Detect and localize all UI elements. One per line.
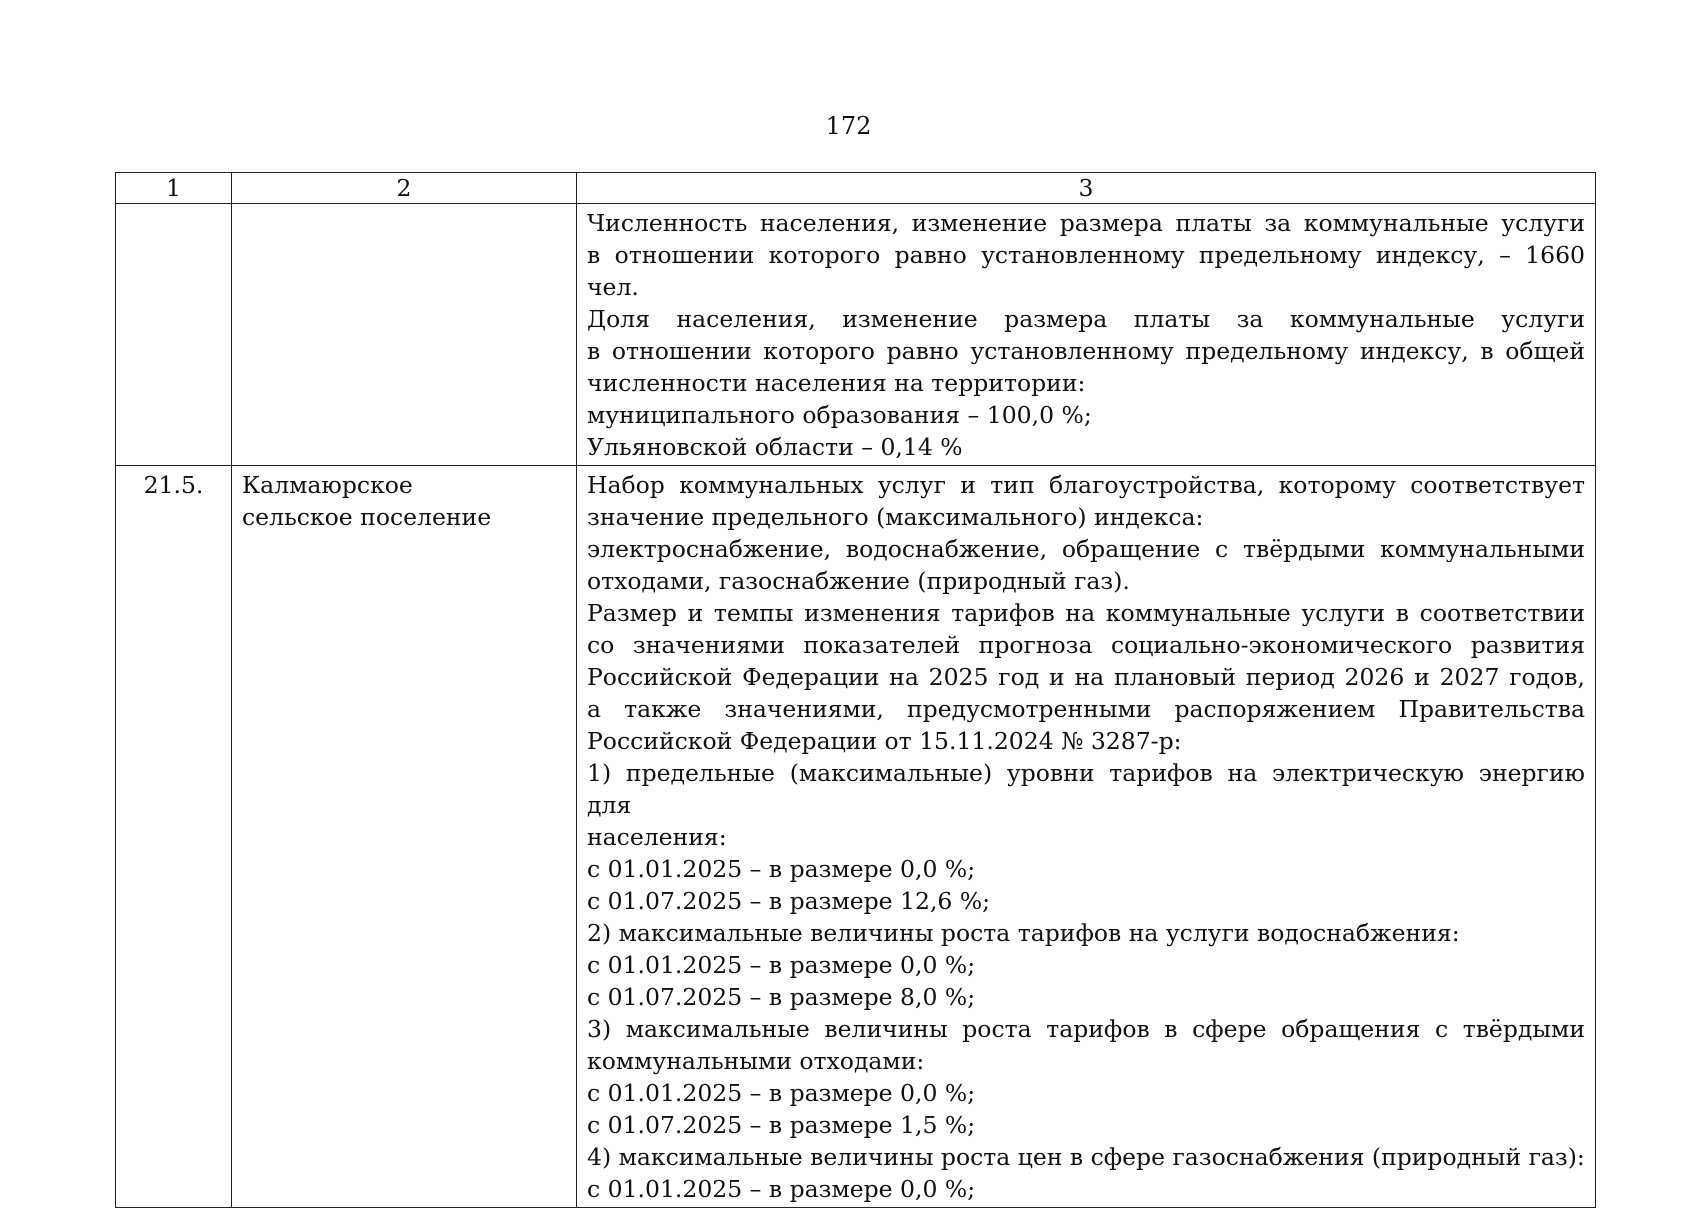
paragraph [587, 399, 1585, 431]
table-row [116, 466, 1596, 1208]
paragraph [587, 1141, 1585, 1173]
settlement-name-cell [232, 466, 577, 1208]
paragraph [587, 597, 1585, 757]
text-line: 3) максимальные величины роста тарифов в сфере обращения с твёрдыми [587, 1015, 1585, 1043]
paragraph [587, 853, 1585, 885]
text-line: значение предельного (максимального) индекса: [587, 503, 1204, 531]
settlement-name-cell [232, 204, 577, 466]
text-line: Набор коммунальных услуг и тип благоустройства, которому соответствует [587, 471, 1585, 499]
text-line: с 01.01.2025 – в размере 0,0 %; [587, 1175, 976, 1203]
paragraph [587, 1013, 1585, 1077]
row-number-cell: 21.5. [116, 466, 232, 1208]
column-header-3: 3 [577, 173, 1596, 204]
text-line: с 01.01.2025 – в размере 0,0 %; [587, 1079, 976, 1107]
text-line: Российской Федерации от 15.11.2024 № 3287-р: [587, 727, 1182, 755]
paragraph [587, 885, 1585, 917]
text-line: с 01.01.2025 – в размере 0,0 %; [587, 855, 976, 883]
name-line: Калмаюрское [242, 471, 413, 499]
description-cell [577, 204, 1596, 466]
table-row [116, 204, 1596, 466]
paragraph [587, 949, 1585, 981]
description-cell [577, 466, 1596, 1208]
row-number-cell [116, 204, 232, 466]
text-line: Российской Федерации на 2025 год и на плановый период 2026 и 2027 годов, [587, 663, 1585, 691]
column-header-2: 2 [232, 173, 577, 204]
paragraph [587, 757, 1585, 853]
text-line: 1) предельные (максимальные) уровни тарифов на электрическую энергию для [587, 759, 1585, 819]
column-header-1: 1 [116, 173, 232, 204]
paragraph [587, 1077, 1585, 1109]
text-line: Доля населения, изменение размера платы за коммунальные услуги [587, 305, 1585, 333]
text-line: в отношении которого равно установленному предельному индексу, в общей [587, 337, 1585, 365]
text-line: с 01.07.2025 – в размере 1,5 %; [587, 1111, 976, 1139]
text-line: с 01.07.2025 – в размере 8,0 %; [587, 983, 976, 1011]
paragraph [587, 1173, 1585, 1205]
text-line: электроснабжение, водоснабжение, обращение с твёрдыми коммунальными [587, 535, 1585, 563]
text-line: с 01.07.2025 – в размере 12,6 %; [587, 887, 991, 915]
text-line: с 01.01.2025 – в размере 0,0 %; [587, 951, 976, 979]
text-line: со значениями показателей прогноза социально-экономического развития [587, 631, 1585, 659]
text-line: коммунальными отходами: [587, 1047, 925, 1075]
table-header-row [116, 173, 1596, 204]
text-line: а также значениями, предусмотренными распоряжением Правительства [587, 695, 1585, 723]
text-line: муниципального образования – 100,0 %; [587, 401, 1092, 429]
tariff-table [115, 172, 1596, 1208]
page-number: 172 [825, 112, 872, 140]
text-line: 2) максимальные величины роста тарифов на услуги водоснабжения: [587, 919, 1460, 947]
name-line: сельское поселение [242, 503, 492, 531]
text-line: Ульяновской области – 0,14 % [587, 433, 963, 461]
paragraph [587, 207, 1585, 303]
paragraph [587, 981, 1585, 1013]
paragraph [587, 917, 1585, 949]
text-line: отходами, газоснабжение (природный газ). [587, 567, 1130, 595]
text-line: населения: [587, 823, 727, 851]
text-line: 4) максимальные величины роста цен в сфере газоснабжения (природный газ): [587, 1143, 1585, 1171]
paragraph [587, 431, 1585, 463]
paragraph [587, 303, 1585, 399]
text-line: Размер и темпы изменения тарифов на коммунальные услуги в соответствии [587, 599, 1585, 627]
paragraph [587, 469, 1585, 533]
text-line: численности населения на территории: [587, 369, 1086, 397]
paragraph [587, 1109, 1585, 1141]
paragraph [587, 533, 1585, 597]
text-line: в отношении которого равно установленному предельному индексу, – 1660 чел. [587, 241, 1585, 301]
text-line: Численность населения, изменение размера платы за коммунальные услуги [587, 209, 1585, 237]
